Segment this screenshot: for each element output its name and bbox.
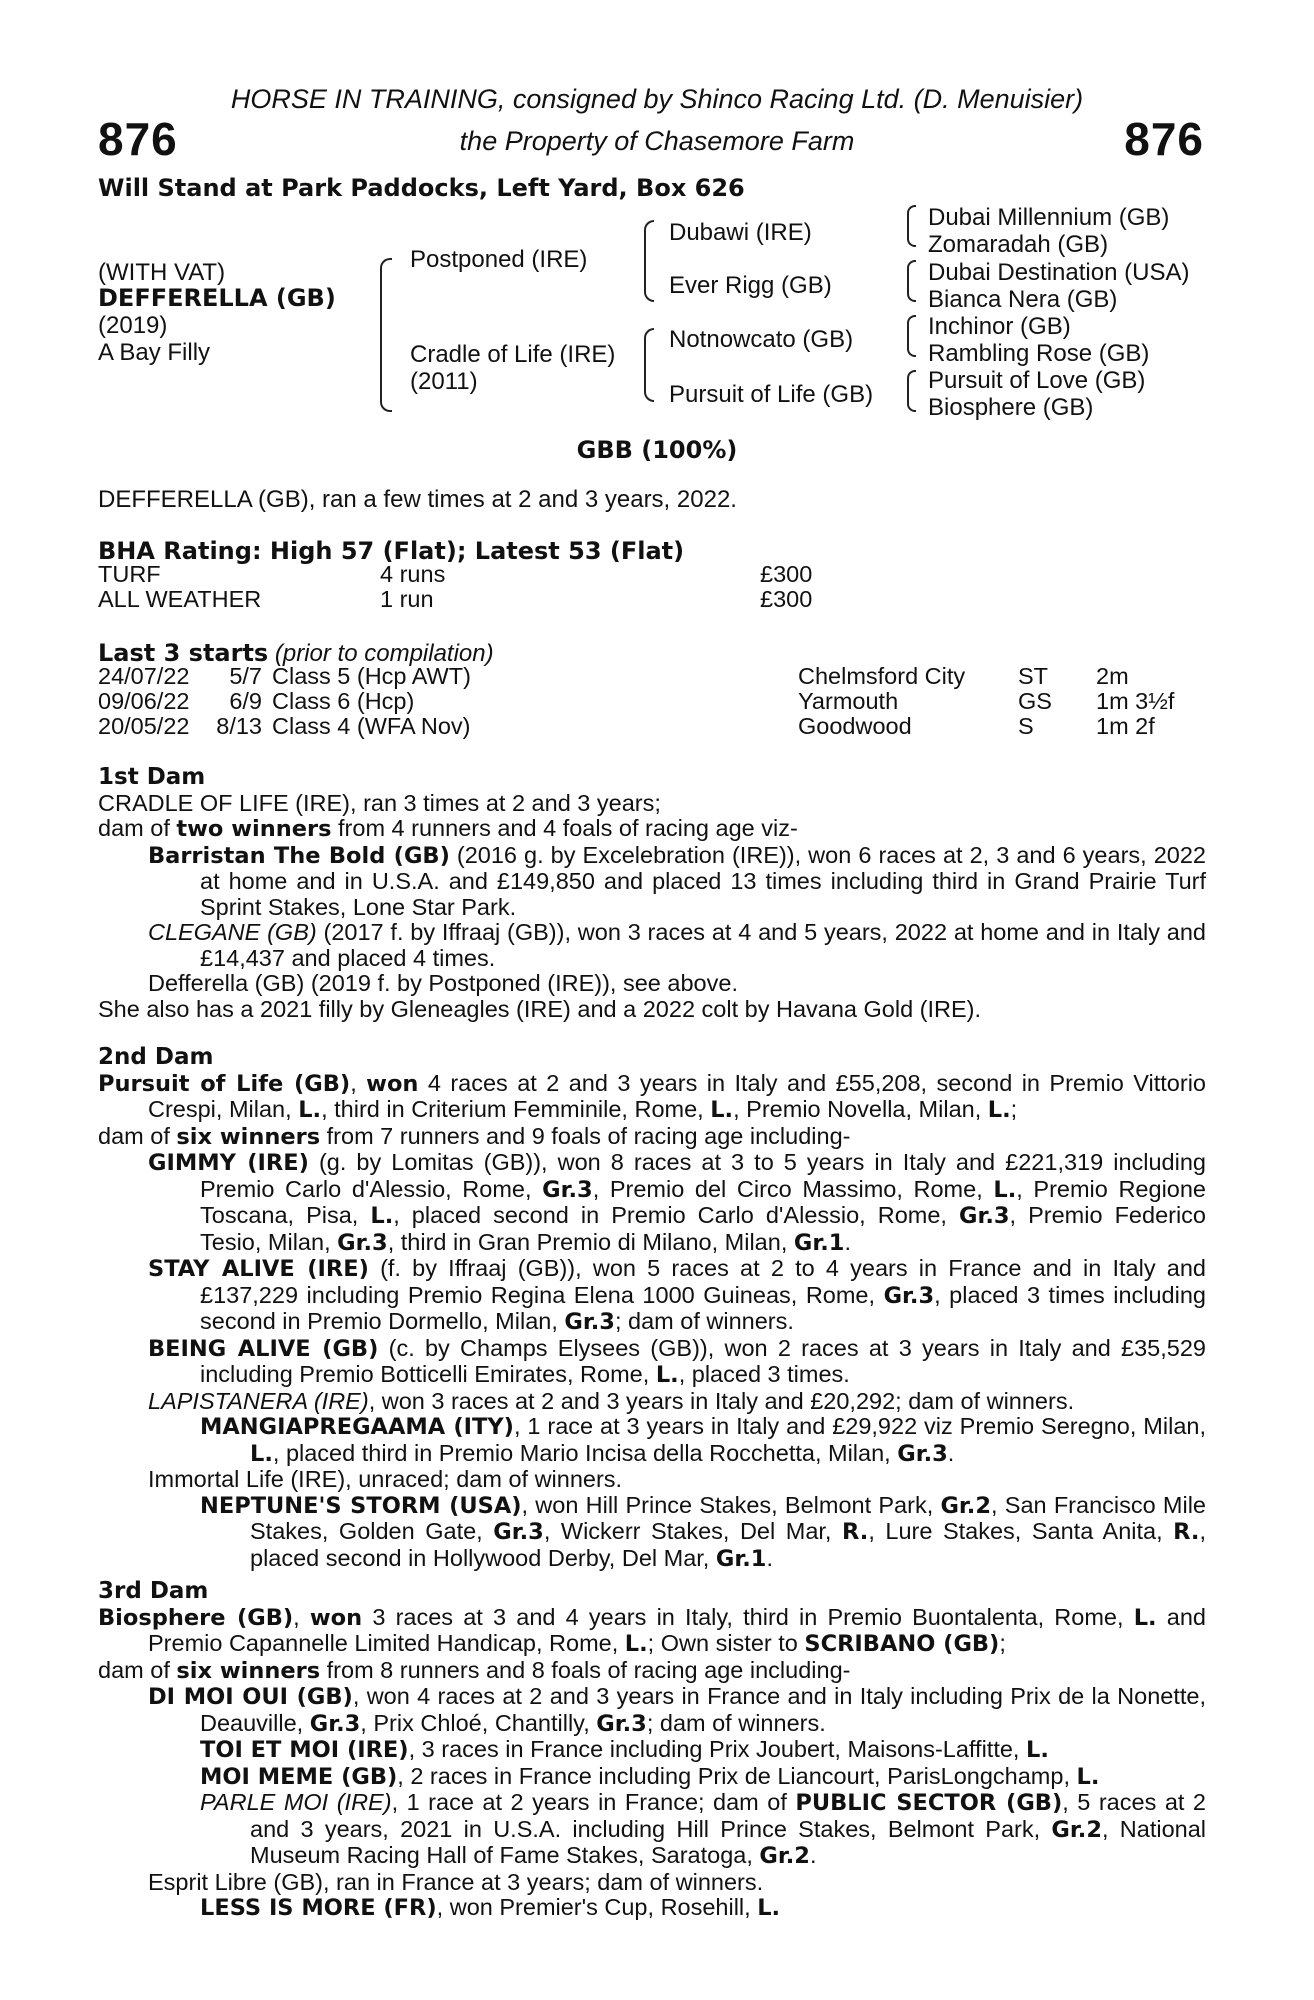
first-dam-title: 1st Dam: [98, 764, 206, 790]
prize: £300: [760, 586, 813, 612]
text-run: six winners: [176, 1123, 321, 1150]
brace-gen2-bottom: [644, 328, 654, 402]
text-run: Pursuit of Life (GB): [98, 1070, 351, 1097]
list-item: Defferella (GB) (2019 f. by Postponed (IRE)), see above.: [148, 970, 738, 996]
list-item: [98, 843, 1206, 921]
second-dam-section: [98, 1045, 1206, 1572]
dam-sire: Notnowcato (GB): [669, 326, 854, 353]
brace-gen3-4: [907, 370, 916, 412]
table-row: [98, 714, 1174, 739]
text-run: , won Hill Prince Stakes, Belmont Park,: [521, 1491, 941, 1518]
text-run: Gr.3: [958, 1203, 1010, 1229]
list-item: Immortal Life (IRE), unraced; dam of winners.: [148, 1466, 623, 1492]
text-run: , won 4 races at 2 and 3 years in France and in Italy including Prix de la Nonette, Deauville,: [200, 1683, 1207, 1736]
third-dam-line: [98, 1605, 1206, 1658]
second-dam-produce: [98, 1124, 1206, 1151]
text-run: two winners: [176, 816, 332, 842]
start-course: Goodwood: [798, 713, 912, 739]
rating-table: [98, 562, 812, 612]
text-run: , Premio Regione Toscana, Pisa,: [200, 1175, 1206, 1228]
brace-gen3-1: [907, 205, 916, 247]
property-line: the Property of Chasemore Farm: [459, 126, 855, 156]
second-dam-title: 2nd Dam: [98, 1044, 214, 1070]
text-run: Gr.3: [493, 1519, 544, 1545]
text-run: GIMMY (IRE): [148, 1150, 309, 1176]
text-run: , Lure Stakes, Santa Anita,: [868, 1518, 1174, 1544]
gen3-4: Bianca Nera (GB): [928, 286, 1118, 313]
text-run: L.: [993, 1176, 1017, 1203]
start-dist: 1m 3½f: [1096, 688, 1175, 714]
text-run: Gr.2: [940, 1492, 992, 1519]
start-dist: 2m: [1096, 663, 1129, 689]
list-item: [98, 1790, 1206, 1870]
text-run: , 1 race at 3 years in Italy and £29,922 viz Premio Seregno, Milan,: [513, 1413, 1206, 1439]
text-run: , 1 race at 2 years in France; dam of: [391, 1789, 796, 1815]
text-run: L.: [1025, 1737, 1049, 1763]
start-race: Class 4 (WFA Nov): [272, 713, 471, 739]
text-run: ;: [999, 1630, 1006, 1656]
text-run: , National Museum Racing Hall of Fame Stakes, Saratoga,: [250, 1815, 1207, 1868]
table-row: [98, 587, 812, 612]
text-run: Barristan The Bold (GB): [148, 842, 450, 869]
rating-title: BHA Rating: High 57 (Flat); Latest 53 (Flat): [98, 537, 685, 565]
table-row: [98, 664, 1174, 689]
text-run: from 8 runners and 8 foals of racing age including-: [320, 1656, 851, 1683]
list-item: [98, 1256, 1206, 1336]
text-run: , placed second in Premio Carlo d'Alessio, Rome,: [393, 1202, 959, 1228]
text-run: Gr.3: [596, 1710, 647, 1737]
text-run: Gr.3: [564, 1309, 615, 1335]
start-date: 20/05/22: [98, 713, 190, 739]
start-date: 24/07/22: [98, 663, 190, 689]
text-run: L.: [370, 1203, 394, 1229]
text-run: , Wickerr Stakes, Del Mar,: [543, 1518, 843, 1544]
brace-gen3-3: [907, 315, 916, 357]
list-item: Esprit Libre (GB), ran in France at 3 years; dam of winners.: [148, 1868, 764, 1895]
text-run: (g. by Lomitas (GB)), won 8 races at 3 to 5 years in Italy and £221,319 including Premio Carlo d'Alessio, Rome,: [200, 1149, 1206, 1202]
text-run: .: [844, 1228, 851, 1255]
brace-gen2-top: [644, 220, 654, 302]
text-run: Gr.1: [793, 1229, 845, 1256]
text-run: , 2 races in France including Prix de Liancourt, ParisLongchamp,: [397, 1762, 1077, 1789]
text-run: PUBLIC SECTOR (GB): [795, 1790, 1063, 1816]
text-run: LESS IS MORE (FR): [200, 1895, 437, 1921]
sire-dam: Ever Rigg (GB): [669, 272, 832, 299]
text-run: L.: [757, 1895, 781, 1921]
text-run: ; Own sister to: [647, 1630, 805, 1656]
lot-number-right: 876: [1124, 113, 1204, 165]
list-item: [98, 1684, 1206, 1737]
start-pos: 5/7: [229, 663, 262, 689]
start-course: Chelmsford City: [798, 663, 966, 689]
start-pos: 8/13: [216, 713, 262, 739]
brace-sire-dam: [380, 258, 392, 412]
text-run: (c. by Champs Elysees (GB)), won 2 races at 3 years in Italy and £35,529 including Premio Botticelli Emirates, Rome,: [200, 1334, 1206, 1387]
text-run: Gr.2: [759, 1843, 810, 1869]
text-run: R.: [842, 1519, 869, 1545]
starts-note: (prior to compilation): [274, 640, 494, 667]
text-run: TOI ET MOI (IRE): [200, 1737, 409, 1763]
text-run: LAPISTANERA (IRE): [148, 1387, 369, 1414]
gen3-2: Zomaradah (GB): [928, 231, 1109, 258]
text-run: (2016 g. by Excelebration (IRE)), won 6 races at 2, 3 and 6 years, 2022 at home and in U.S.A. and £149,850 and placed 13 times including third in Grand Prairie Turf Sprint Stakes, Lone Star Park.: [200, 841, 1206, 920]
text-run: , third in Gran Premio di Milano, Milan,: [387, 1228, 794, 1255]
text-run: CLEGANE (GB): [148, 919, 317, 945]
text-run: Gr.3: [309, 1710, 361, 1737]
text-run: .: [947, 1439, 955, 1466]
text-run: BEING ALIVE (GB): [148, 1335, 379, 1362]
text-run: , 3 races in France including Prix Joubert, Maisons-Laffitte,: [408, 1736, 1026, 1762]
gen3-6: Rambling Rose (GB): [928, 340, 1150, 367]
text-run: L.: [250, 1440, 273, 1467]
text-run: from 4 runners and 4 foals of racing age viz-: [331, 815, 798, 841]
text-run: SCRIBANO (GB): [804, 1631, 1000, 1657]
text-run: , Premio del Circo Massimo, Rome,: [592, 1175, 994, 1202]
dam-dam: Pursuit of Life (GB): [669, 381, 874, 408]
horse-year: (2019): [98, 312, 168, 339]
horse-name: DEFFERELLA (GB): [98, 284, 336, 312]
text-run: , won Premier's Cup, Rosehill,: [436, 1894, 758, 1920]
gen3-5: Inchinor (GB): [928, 313, 1071, 340]
list-item: [98, 920, 1206, 971]
text-run: won: [309, 1604, 363, 1631]
text-run: , third in Criterium Femminile, Rome,: [321, 1096, 711, 1122]
text-run: Biosphere (GB): [98, 1604, 294, 1631]
text-run: Gr.1: [715, 1545, 767, 1572]
text-run: ,: [350, 1069, 367, 1096]
brace-gen3-2: [907, 260, 916, 302]
start-course: Yarmouth: [798, 688, 899, 714]
start-dist: 1m 2f: [1096, 713, 1155, 739]
text-run: L.: [710, 1097, 734, 1123]
text-run: Gr.3: [337, 1229, 388, 1256]
text-run: ; dam of winners.: [646, 1709, 826, 1736]
prize: £300: [760, 561, 813, 587]
surface: ALL WEATHER: [98, 586, 262, 612]
text-run: , placed second in Hollywood Derby, Del Mar,: [250, 1518, 1206, 1571]
list-item: [98, 1389, 1206, 1415]
text-run: NEPTUNE'S STORM (USA): [200, 1492, 522, 1519]
text-run: .: [809, 1842, 817, 1868]
text-run: , Premio Novella, Milan,: [733, 1096, 988, 1122]
text-run: MANGIAPREGAAMA (ITY): [200, 1414, 514, 1440]
table-row: [98, 689, 1174, 714]
first-dam-produce: [98, 816, 1206, 843]
dam-name: Cradle of Life (IRE): [410, 341, 616, 368]
consignment-line: HORSE IN TRAINING, consigned by Shinco Racing Ltd. (D. Menuisier): [230, 84, 1084, 114]
runs: 1 run: [380, 586, 434, 612]
sire-sire: Dubawi (IRE): [669, 219, 812, 246]
text-run: , Premio Federico Tesio, Milan,: [200, 1202, 1206, 1255]
text-run: ; dam of winners.: [614, 1308, 794, 1334]
text-run: (2017 f. by Iffraaj (GB)), won 3 races at 4 and 5 years, 2022 at home and in Italy and £14,437 and placed 4 times.: [200, 919, 1206, 971]
text-run: , Prix Chloé, Chantilly,: [360, 1709, 597, 1736]
text-run: , placed 3 times including second in Premio Dormello, Milan,: [200, 1281, 1206, 1334]
text-run: L.: [655, 1362, 679, 1388]
start-going: ST: [1018, 663, 1049, 689]
list-item: [98, 1764, 1206, 1791]
text-run: ;: [1010, 1096, 1018, 1122]
race-summary: DEFFERELLA (GB), ran a few times at 2 and 3 years, 2022.: [98, 486, 737, 513]
location-line: Will Stand at Park Paddocks, Left Yard, Box 626: [98, 174, 745, 202]
text-run: L.: [298, 1097, 322, 1123]
table-row: [98, 562, 812, 587]
first-dam-line: CRADLE OF LIFE (IRE), ran 3 times at 2 and 3 years;: [98, 789, 661, 816]
text-run: Gr.3: [542, 1176, 593, 1203]
text-run: Gr.2: [1051, 1816, 1102, 1843]
first-dam-section: [98, 765, 1206, 1022]
text-run: from 7 runners and 9 foals of racing age including-: [320, 1122, 851, 1149]
gen3-8: Biosphere (GB): [928, 394, 1094, 421]
text-run: (f. by Iffraaj (GB)), won 5 races at 2 to 4 years in France and in Italy and £137,229 including Premio Regina Elena 1000 Guineas, Rome,: [200, 1255, 1206, 1308]
list-item: [98, 1414, 1206, 1467]
start-pos: 6/9: [229, 688, 262, 714]
text-run: L.: [987, 1097, 1011, 1123]
list-item: [98, 1493, 1206, 1573]
text-run: R.: [1173, 1519, 1200, 1545]
text-run: , placed 3 times.: [678, 1361, 850, 1387]
text-run: dam of: [98, 815, 177, 841]
gbb-label: GBB (100%): [576, 436, 738, 464]
text-run: STAY ALIVE (IRE): [148, 1256, 369, 1282]
start-going: S: [1018, 713, 1034, 739]
list-item: [98, 1336, 1206, 1389]
list-item: [98, 1150, 1206, 1256]
horse-desc: A Bay Filly: [98, 339, 211, 366]
text-run: ,: [293, 1603, 310, 1630]
start-going: GS: [1018, 688, 1052, 714]
text-run: L.: [1076, 1763, 1100, 1790]
text-run: dam of: [98, 1656, 177, 1683]
text-run: and Premio Capannelle Limited Handicap, Rome,: [148, 1603, 1206, 1656]
text-run: won: [366, 1070, 419, 1097]
text-run: L.: [1133, 1604, 1157, 1631]
text-run: Gr.3: [883, 1282, 935, 1309]
starts-title: Last 3 starts: [98, 639, 269, 667]
runs: 4 runs: [380, 561, 446, 587]
start-race: Class 6 (Hcp): [272, 688, 415, 714]
surface: TURF: [98, 561, 161, 587]
text-run: 3 races at 3 and 4 years in Italy, third in Premio Buontalenta, Rome,: [362, 1603, 1134, 1630]
text-run: DI MOI OUI (GB): [148, 1684, 353, 1710]
text-run: 4 races at 2 and 3 years in Italy and £55,208, second in Premio Vittorio Crespi, Milan,: [148, 1069, 1206, 1122]
gen3-7: Pursuit of Love (GB): [928, 367, 1146, 394]
text-run: Gr.3: [897, 1440, 948, 1467]
sire-name: Postponed (IRE): [410, 246, 588, 273]
third-dam-title: 3rd Dam: [98, 1578, 209, 1604]
text-run: , 5 races at 2 and 3 years, 2021 in U.S.A. including Hill Prince Stakes, Belmont Park,: [250, 1789, 1207, 1842]
start-date: 09/06/22: [98, 688, 190, 714]
text-run: , placed third in Premio Mario Incisa della Rocchetta, Milan,: [272, 1439, 898, 1466]
text-run: , San Francisco Mile Stakes, Golden Gate,: [250, 1491, 1206, 1544]
list-item: [98, 1737, 1206, 1764]
text-run: , won 3 races at 2 and 3 years in Italy and £20,292; dam of winners.: [368, 1387, 1075, 1414]
third-dam-section: [98, 1579, 1206, 1922]
text-run: MOI MEME (GB): [200, 1763, 398, 1790]
text-run: six winners: [176, 1657, 321, 1684]
third-dam-produce: [98, 1658, 1206, 1685]
text-run: L.: [624, 1631, 648, 1657]
starts-table: [98, 664, 1174, 739]
second-dam-line: [98, 1071, 1206, 1124]
text-run: .: [766, 1544, 773, 1571]
start-race: Class 5 (Hcp AWT): [272, 663, 471, 689]
gen3-3: Dubai Destination (USA): [928, 259, 1190, 286]
text-run: dam of: [98, 1122, 177, 1149]
first-dam-note: She also has a 2021 filly by Gleneagles (IRE) and a 2022 colt by Havana Gold (IRE).: [98, 995, 982, 1022]
gen3-1: Dubai Millennium (GB): [928, 204, 1170, 231]
dam-year: (2011): [410, 368, 478, 395]
lot-number-left: 876: [98, 113, 178, 165]
text-run: PARLE MOI (IRE): [200, 1789, 392, 1815]
list-item: [98, 1895, 1206, 1922]
vat-label: (WITH VAT): [98, 259, 226, 286]
